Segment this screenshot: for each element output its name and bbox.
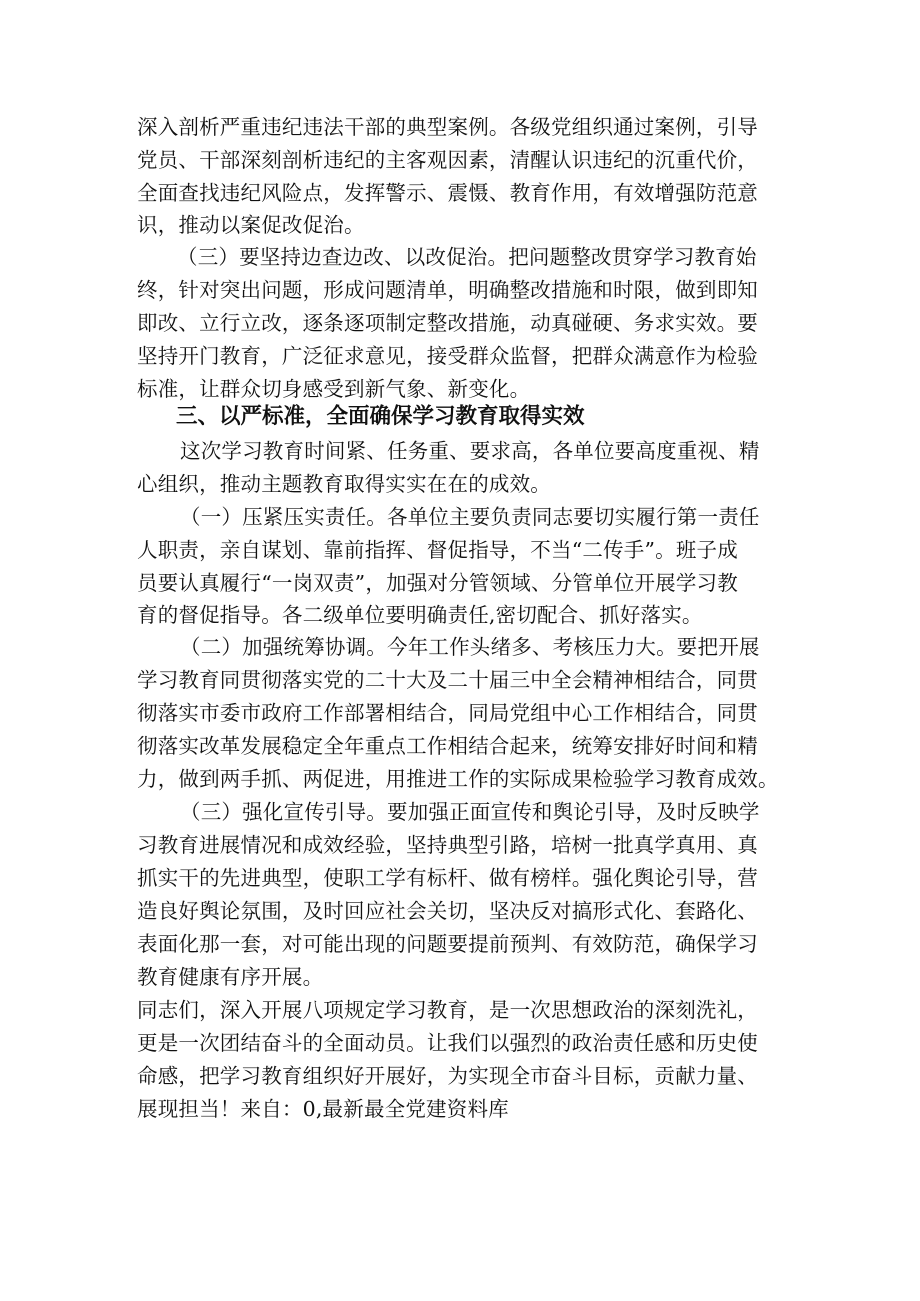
body-text-line: 人职责，亲自谋划、靠前指挥、督促指导，不当“二传手”。班子成	[137, 538, 738, 562]
body-text-line: 标准，让群众切身感受到新气象、新变化。	[137, 377, 531, 401]
body-text-line: 同志们，深入开展八项规定学习教育，是一次思想政治的深刻洗礼，	[137, 998, 758, 1022]
body-text-line: （一）压紧压实责任。各单位主要负责同志要切实履行第一责任	[180, 505, 760, 529]
body-text-line: 命感，把学习教育组织好开展好，为实现全市奋斗目标，贡献力量、	[137, 1064, 758, 1088]
body-text-line: 深入剖析严重违纪违法干部的典型案例。各级党组织通过案例，引导	[137, 115, 758, 139]
body-text-line: 抓实干的先进典型，使职工学有标杆、做有榜样。强化舆论引导，营	[137, 866, 758, 890]
body-text-line: （三）要坚持边查边改、以改促治。把问题整改贯穿学习教育始	[177, 245, 757, 269]
body-text-line: 力，做到两手抓、两促进，用推进工作的实际成果检验学习教育成效。	[137, 767, 779, 791]
body-text-line: 全面查找违纪风险点，发挥警示、震慑、教育作用，有效增强防范意	[137, 181, 758, 205]
body-text-line: 教育健康有序开展。	[137, 965, 324, 989]
body-text-line: 展现担当！来自：0,最新最全党建资料库	[137, 1097, 509, 1121]
body-text-line: 彻落实改革发展稳定全年重点工作相结合起来，统筹安排好时间和精	[137, 734, 758, 758]
body-text-line: 表面化那一套，对可能出现的问题要提前预判、有效防范，确保学习	[137, 932, 758, 956]
body-text-line: 党员、干部深刻剖析违纪的主客观因素，清醒认识违纪的沉重代价，	[137, 148, 758, 172]
section-heading: 三、以严标准，全面确保学习教育取得实效	[176, 404, 585, 429]
body-text-line: 这次学习教育时间紧、任务重、要求高，各单位要高度重视、精	[180, 439, 760, 463]
body-text-line: 育的督促指导。各二级单位要明确责任,密切配合、抓好落实。	[137, 603, 703, 627]
body-text-line: 坚持开门教育，广泛征求意见，接受群众监督，把群众满意作为检验	[137, 344, 758, 368]
body-text-line: （三）强化宣传引导。要加强正面宣传和舆论引导，及时反映学	[180, 800, 760, 824]
body-text-line: 识，推动以案促改促治。	[137, 213, 365, 237]
body-text-line: 学习教育同贯彻落实党的二十大及二十届三中全会精神相结合，同贯	[137, 668, 758, 692]
body-text-line: 造良好舆论氛围，及时回应社会关切，坚决反对搞形式化、套路化、	[137, 899, 758, 923]
body-text-line: 终，针对突出问题，形成问题清单，明确整改措施和时限，做到即知	[137, 278, 758, 302]
body-text-line: 即改、立行立改，逐条逐项制定整改措施，动真碰硬、务求实效。要	[137, 311, 758, 335]
body-text-line: 更是一次团结奋斗的全面动员。让我们以强烈的政治责任感和历史使	[137, 1031, 758, 1055]
body-text-line: 心组织，推动主题教育取得实实在在的成效。	[137, 472, 551, 496]
body-text-line: （二）加强统筹协调。今年工作头绪多、考核压力大。要把开展	[180, 635, 760, 659]
body-text-line: 员要认真履行“一岗双责”，加强对分管领域、分管单位开展学习教	[137, 571, 738, 595]
body-text-line: 习教育进展情况和成效经验，坚持典型引路，培树一批真学真用、真	[137, 833, 758, 857]
body-text-line: 彻落实市委市政府工作部署相结合，同局党组中心工作相结合，同贯	[137, 701, 758, 725]
